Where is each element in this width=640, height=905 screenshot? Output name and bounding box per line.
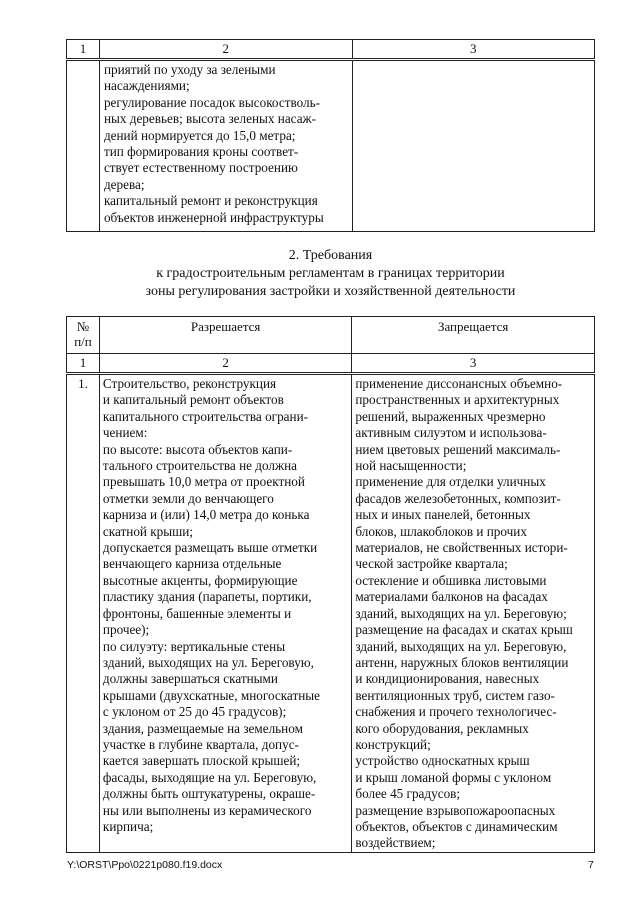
section-subtitle-line1: к градостроительным регламентам в границах территории [156, 266, 505, 281]
text-line: и капитальный ремонт объектов [102, 392, 284, 408]
continuation-table [66, 39, 595, 232]
text-line: тального строительства не должна [102, 458, 298, 474]
text-line: чением: [102, 425, 148, 441]
text-line: снабжения и прочего технологичес- [355, 704, 557, 720]
text-line: вентиляционных труб, систем газо- [355, 687, 555, 703]
text-line: объектов, объектов с динамическим [355, 818, 558, 834]
text-line: капитальный ремонт и реконструкция [103, 193, 318, 209]
text-line: более 45 градусов; [355, 786, 461, 802]
text-line: фасадов железобетонных, композит- [355, 490, 561, 506]
colnum-1: 1 [67, 354, 100, 374]
text-line: приятий по уходу за зелеными [103, 62, 276, 77]
row-number-cell [67, 60, 100, 232]
text-line: пластику здания (парапеты, портики, [102, 589, 312, 605]
table-row [67, 60, 595, 232]
text-line: применение диссонансных объемно- [355, 376, 563, 391]
text-line: высотные акценты, формирующие [102, 572, 298, 588]
forbidden-text [355, 376, 591, 852]
text-line: ческой застройке квартала; [355, 556, 508, 572]
text-line: материалов, не свойственных истори- [355, 540, 568, 556]
text-line: ствует естественному построению [103, 160, 298, 176]
text-line: остекление и обшивка листовыми [355, 572, 547, 588]
colnum-3: 3 [352, 40, 594, 60]
allowed-text [104, 62, 349, 226]
text-line: превышать 10,0 метра от проектной [102, 474, 305, 490]
text-line: регулирование посадок высокостволь- [103, 94, 321, 110]
section-subtitle-line2: зоны регулирования застройки и хозяйственной деятельности [145, 284, 516, 299]
text-line: устройство односкатных крыш [355, 753, 530, 769]
text-line: зданий, выходящих на ул. Береговую, [102, 654, 314, 670]
header-row [67, 317, 595, 354]
text-line: конструкций; [355, 736, 431, 752]
text-line: по силуэту: вертикальные стены [102, 638, 286, 654]
text-line: объектов инженерной инфраструктуры [103, 209, 324, 225]
text-line: зданий, выходящих на ул. Береговую; [355, 605, 567, 621]
text-line: допускается размещать выше отметки [102, 540, 318, 556]
text-line: антенн, наружных блоков вентиляции [355, 654, 569, 670]
text-line: крышами (двухскатные, многоскатные [102, 687, 320, 703]
text-line: фронтоны, башенные элементы и [102, 605, 292, 621]
header-allowed: Разрешается [99, 317, 351, 354]
text-line: венчающего карниза отдельные [102, 556, 282, 572]
text-line: ной насыщенности; [355, 458, 467, 474]
requirements-table [66, 316, 595, 853]
text-line: фасады, выходящие на ул. Береговую, [102, 769, 317, 785]
text-line: с уклоном от 25 до 45 градусов); [102, 704, 287, 720]
text-line: карниза и (или) 14,0 метра до конька [102, 507, 310, 523]
page-number: 7 [588, 859, 594, 871]
text-line: здания, размещаемые на земельном [102, 720, 303, 736]
text-line: прочее); [102, 622, 150, 638]
text-line: зданий, выходящих на ул. Береговую, [355, 638, 567, 654]
text-line: применение для отделки уличных [355, 474, 546, 490]
text-line: нием цветовых решений максималь- [355, 441, 561, 457]
column-number-row [67, 40, 595, 60]
text-line: кого оборудования, рекламных [355, 720, 529, 736]
text-line: дерева; [103, 176, 145, 192]
forbidden-cell [352, 60, 594, 232]
text-line: и кондиционирования, навесных [355, 671, 540, 687]
colnum-3: 3 [352, 354, 595, 374]
allowed-cell [99, 374, 351, 853]
colnum-2: 2 [99, 354, 351, 374]
text-line: ны или выполнены из керамического [102, 802, 312, 818]
text-line: должны завершаться скатными [102, 671, 278, 687]
table-row [67, 374, 595, 853]
text-line: размещение на фасадах и скатах крыш [355, 622, 573, 638]
file-path: Y:\ORST\Ppo\0221p080.f19.docx [67, 859, 223, 871]
header-number [67, 317, 100, 354]
text-line: дений нормируется до 15,0 метра; [103, 127, 296, 143]
text-line: по высоте: высота объектов капи- [102, 441, 293, 457]
text-line: должны быть оштукатурены, окраше- [102, 786, 316, 802]
text-line: кирпича; [102, 818, 154, 834]
allowed-text [103, 376, 348, 835]
text-line: воздействием; [355, 835, 436, 851]
text-line: кается завершать плоской крышей; [102, 753, 301, 769]
text-line: участке в глубине квартала, допус- [102, 736, 299, 752]
allowed-cell [99, 60, 352, 232]
text-line: насаждениями; [103, 78, 190, 94]
text-line: решений, выраженных чрезмерно [355, 408, 546, 424]
text-line: активным силуэтом и использова- [355, 425, 547, 441]
text-line: размещение взрывопожароопасных [355, 802, 556, 818]
column-number-row [67, 354, 595, 374]
colnum-2: 2 [99, 40, 352, 60]
colnum-1: 1 [67, 40, 100, 60]
text-line: Строительство, реконструкция [102, 376, 277, 391]
text-line: и крыш ломаной формы с уклоном [355, 769, 552, 785]
text-line: блоков, шлакоблоков и прочих [355, 523, 527, 539]
forbidden-cell [352, 374, 595, 853]
section-title: 2. Требования [288, 248, 373, 263]
text-line: ных и иных панелей, бетонных [355, 507, 531, 523]
text-line: тип формирования кроны соответ- [103, 144, 299, 160]
text-line: материалами балконов на фасадах [355, 589, 548, 605]
text-line: капитального строительства ограни- [102, 408, 309, 424]
header-forbidden: Запрещается [352, 317, 595, 354]
row-number: 1. [67, 374, 100, 853]
text-line: скатной крыши; [102, 523, 193, 539]
text-line: отметки земли до венчающего [102, 490, 274, 506]
text-line: пространственных и архитектурных [355, 392, 560, 408]
header-number-text: № п/п [74, 319, 92, 349]
text-line: ных деревьев; высота зеленых насаж- [103, 111, 317, 127]
